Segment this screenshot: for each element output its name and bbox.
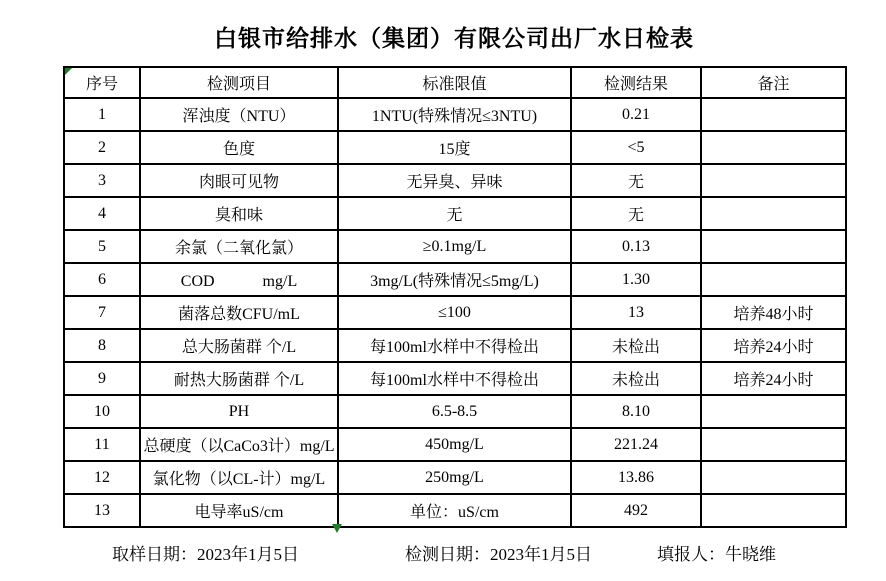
cell-result: 0.21: [571, 98, 701, 131]
cell-no: 11: [64, 428, 140, 461]
table-row: [64, 362, 846, 395]
cell-no: 3: [64, 164, 140, 197]
cell-limit: 单位：uS/cm: [338, 494, 571, 527]
cell-result: 未检出: [571, 362, 701, 395]
cell-limit: 250mg/L: [338, 461, 571, 494]
sampling-date: 取样日期：2023年1月5日: [112, 545, 299, 564]
cell-note: [701, 197, 846, 230]
table-row: [64, 263, 846, 296]
cell-result: 无: [571, 197, 701, 230]
header-note: 备注: [701, 67, 846, 98]
cell-result: 492: [571, 494, 701, 527]
cell-note: 培养24小时: [701, 329, 846, 362]
cell-result: 未检出: [571, 329, 701, 362]
cell-no: 5: [64, 230, 140, 263]
cell-item: 臭和味: [140, 197, 338, 230]
cell-no: 2: [64, 131, 140, 164]
cell-limit: 6.5-8.5: [338, 395, 571, 428]
cell-no: 8: [64, 329, 140, 362]
cell-no: 9: [64, 362, 140, 395]
cell-no: 7: [64, 296, 140, 329]
cell-no: 1: [64, 98, 140, 131]
cell-item: 菌落总数CFU/mL: [140, 296, 338, 329]
cell-no: 12: [64, 461, 140, 494]
cell-result: 8.10: [571, 395, 701, 428]
header-row: [64, 67, 846, 98]
table-row: [64, 296, 846, 329]
cell-item: 氯化物（以CL-计）mg/L: [140, 461, 338, 494]
table-row: [64, 230, 846, 263]
cell-item: 浑浊度（NTU）: [140, 98, 338, 131]
cell-result: 无: [571, 164, 701, 197]
cell-no: 13: [64, 494, 140, 527]
cell-limit: ≤100: [338, 296, 571, 329]
cell-result: 221.24: [571, 428, 701, 461]
table-row: [64, 164, 846, 197]
cell-note: [701, 164, 846, 197]
cell-item: 耐热大肠菌群 个/L: [140, 362, 338, 395]
cell-limit: 无异臭、异味: [338, 164, 571, 197]
cell-item: 总硬度（以CaCo3计）mg/L: [140, 428, 338, 461]
table-row: [64, 494, 846, 527]
table-row: [64, 131, 846, 164]
table-row: [64, 197, 846, 230]
cell-note: [701, 98, 846, 131]
cell-item: 电导率uS/cm: [140, 494, 338, 527]
cell-item: PH: [140, 395, 338, 428]
table-row: [64, 428, 846, 461]
cell-no: 4: [64, 197, 140, 230]
table-container: [63, 66, 845, 528]
cell-limit: 无: [338, 197, 571, 230]
cell-note: [701, 461, 846, 494]
cell-result: 13: [571, 296, 701, 329]
cell-item: 色度: [140, 131, 338, 164]
cell-note: [701, 131, 846, 164]
header-limit: 标准限值: [338, 67, 571, 98]
cell-limit: 每100ml水样中不得检出: [338, 362, 571, 395]
cell-result: 0.13: [571, 230, 701, 263]
table-row: [64, 395, 846, 428]
inspection-table: [63, 66, 847, 528]
cell-limit: 15度: [338, 131, 571, 164]
table-body: [64, 98, 846, 527]
cell-item: 余氯（二氧化氯）: [140, 230, 338, 263]
cell-item: 总大肠菌群 个/L: [140, 329, 338, 362]
cell-note: [701, 230, 846, 263]
cell-note: 培养24小时: [701, 362, 846, 395]
table-row: [64, 329, 846, 362]
cell-no: 10: [64, 395, 140, 428]
cell-no: 6: [64, 263, 140, 296]
cell-note: [701, 395, 846, 428]
excel-corner-marker-icon: [65, 68, 72, 75]
table-row: [64, 461, 846, 494]
document-footer: [0, 540, 886, 566]
header-result: 检测结果: [571, 67, 701, 98]
cell-limit: 每100ml水样中不得检出: [338, 329, 571, 362]
table-row: [64, 98, 846, 131]
header-item: 检测项目: [140, 67, 338, 98]
cell-item: COD mg/L: [140, 263, 338, 296]
cell-note: [701, 428, 846, 461]
header-no: 序号: [64, 67, 140, 98]
cell-note: [701, 263, 846, 296]
cell-limit: 450mg/L: [338, 428, 571, 461]
page-title: 白银市给排水（集团）有限公司出厂水日检表: [214, 26, 694, 51]
cell-result: 1.30: [571, 263, 701, 296]
cell-limit: 1NTU(特殊情况≤3NTU): [338, 98, 571, 131]
excel-bottom-marker-icon: [332, 524, 342, 533]
cell-result: 13.86: [571, 461, 701, 494]
cell-limit: 3mg/L(特殊情况≤5mg/L): [338, 263, 571, 296]
test-date: 检测日期：2023年1月5日: [405, 545, 592, 564]
cell-item: 肉眼可见物: [140, 164, 338, 197]
cell-limit: ≥0.1mg/L: [338, 230, 571, 263]
cell-note: [701, 494, 846, 527]
cell-result: <5: [571, 131, 701, 164]
cell-note: 培养48小时: [701, 296, 846, 329]
reporter-name: 填报人：牛晓维: [657, 545, 776, 564]
